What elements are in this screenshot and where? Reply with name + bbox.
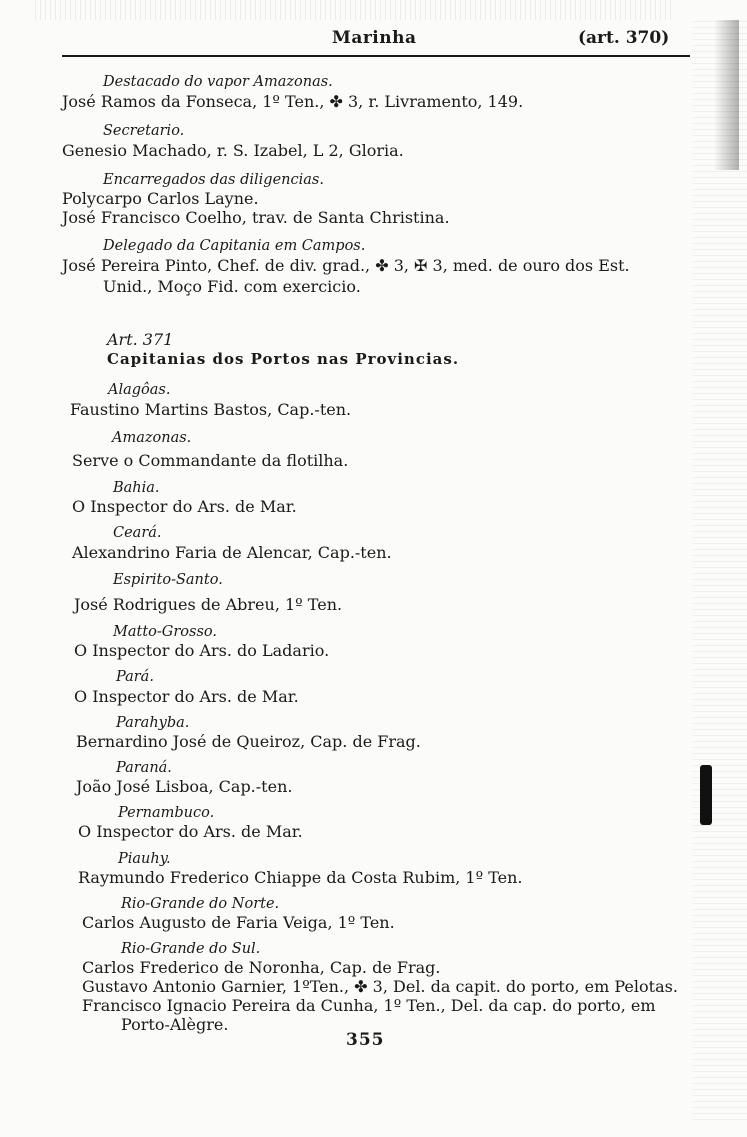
province-heading: Alagôas.	[108, 382, 171, 398]
entry-line: João José Lisboa, Cap.-ten.	[76, 777, 293, 796]
entry-line: O Inspector do Ars. do Ladario.	[74, 641, 330, 660]
entry-line: José Ramos da Fonseca, 1º Ten., ✤ 3, r. Livramento, 149.	[62, 92, 524, 111]
entry-line: Alexandrino Faria de Alencar, Cap.-ten.	[72, 543, 392, 562]
scan-noise-top	[35, 0, 675, 20]
province-heading: Rio-Grande do Norte.	[121, 896, 280, 912]
province-heading: Rio-Grande do Sul.	[121, 941, 261, 957]
province-heading: Amazonas.	[112, 430, 192, 446]
entry-line: José Rodrigues de Abreu, 1º Ten.	[74, 595, 343, 614]
section-title: Capitanias dos Portos nas Provincias.	[107, 350, 460, 368]
entry-line: Francisco Ignacio Pereira da Cunha, 1º Ten., Del. da cap. do porto, em	[82, 996, 656, 1015]
province-heading: Parahyba.	[116, 715, 190, 731]
entry-line: Carlos Augusto de Faria Veiga, 1º Ten.	[82, 913, 395, 932]
entry-line: Polycarpo Carlos Layne.	[62, 189, 259, 208]
entry-line: O Inspector do Ars. de Mar.	[74, 687, 299, 706]
article-label: Art. 371	[107, 330, 174, 349]
page-header	[62, 28, 690, 56]
entry-line: Gustavo Antonio Garnier, 1ºTen., ✤ 3, Del. da capit. do porto, em Pelotas.	[82, 977, 678, 996]
scan-noise-right	[692, 20, 747, 1120]
article-reference: (art. 370)	[578, 28, 670, 48]
subheading-destacado: Destacado do vapor Amazonas.	[103, 74, 333, 90]
province-heading: Piauhy.	[118, 851, 171, 867]
province-heading: Paraná.	[116, 760, 172, 776]
province-heading: Pará.	[116, 669, 154, 685]
entry-line-continued: Unid., Moço Fid. com exercicio.	[103, 277, 361, 296]
province-heading: Matto-Grosso.	[113, 624, 217, 640]
province-heading: Ceará.	[113, 525, 162, 541]
entry-line: Raymundo Frederico Chiappe da Costa Rubim, 1º Ten.	[78, 868, 523, 887]
province-heading: Bahia.	[113, 480, 160, 496]
entry-line: Carlos Frederico de Noronha, Cap. de Frag.	[82, 958, 441, 977]
ink-mark	[700, 765, 712, 825]
province-heading: Pernambuco.	[118, 805, 215, 821]
header-rule	[62, 55, 690, 57]
entry-line-continued: Porto-Alègre.	[121, 1015, 229, 1034]
subheading-delegado: Delegado da Capitania em Campos.	[103, 238, 366, 254]
page-number: 355	[346, 1030, 385, 1050]
entry-line: O Inspector do Ars. de Mar.	[78, 822, 303, 841]
scan-shadow-right	[714, 20, 739, 170]
province-heading: Espirito-Santo.	[113, 572, 223, 588]
entry-line: José Francisco Coelho, trav. de Santa Christina.	[62, 208, 450, 227]
entry-line: Bernardino José de Queiroz, Cap. de Frag.	[76, 732, 421, 751]
subheading-encarregados: Encarregados das diligencias.	[103, 172, 324, 188]
entry-line: Genesio Machado, r. S. Izabel, L 2, Gloria.	[62, 141, 404, 160]
entry-line: Serve o Commandante da flotilha.	[72, 451, 349, 470]
entry-line: José Pereira Pinto, Chef. de div. grad., ✤ 3, ✠ 3, med. de ouro dos Est.	[62, 256, 630, 275]
running-head: Marinha	[332, 28, 417, 48]
entry-line: Faustino Martins Bastos, Cap.-ten.	[70, 400, 352, 419]
entry-line: O Inspector do Ars. de Mar.	[72, 497, 297, 516]
subheading-secretario: Secretario.	[103, 123, 185, 139]
